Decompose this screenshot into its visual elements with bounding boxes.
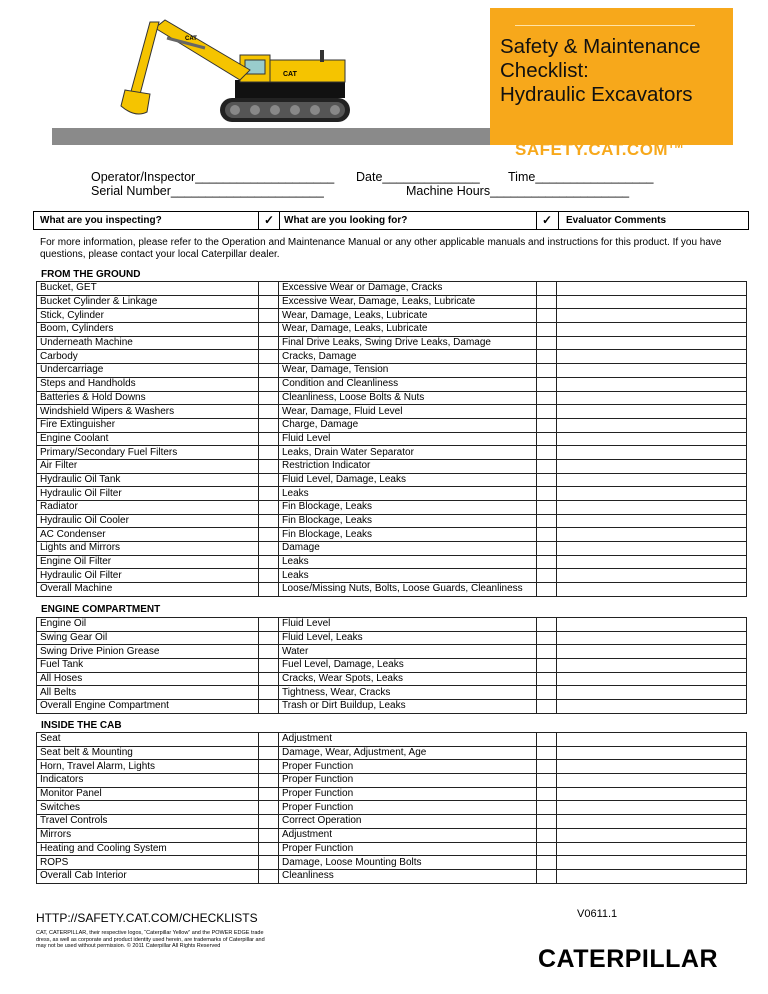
table-row — [37, 336, 747, 350]
comment-cell[interactable] — [557, 377, 747, 391]
look-for-item: Excessive Wear or Damage, Cracks — [279, 282, 537, 296]
check-box[interactable] — [537, 869, 557, 883]
table-row — [37, 432, 747, 446]
check-box[interactable] — [259, 501, 279, 515]
look-for-item: Fluid Level, Damage, Leaks — [279, 473, 537, 487]
check-box[interactable] — [259, 295, 279, 309]
inspect-item: Hydraulic Oil Cooler — [37, 514, 259, 528]
check-box[interactable] — [259, 405, 279, 419]
check-box[interactable] — [537, 569, 557, 583]
comment-cell[interactable] — [557, 569, 747, 583]
look-for-item: Fluid Level — [279, 618, 537, 632]
inspect-item: Engine Oil — [37, 618, 259, 632]
look-for-item: Fin Blockage, Leaks — [279, 528, 537, 542]
look-for-item: Damage — [279, 542, 537, 556]
look-for-item: Water — [279, 645, 537, 659]
comment-cell[interactable] — [557, 672, 747, 686]
table-row — [37, 418, 747, 432]
check-box[interactable] — [259, 815, 279, 829]
comment-cell[interactable] — [557, 295, 747, 309]
check-box[interactable] — [259, 514, 279, 528]
table-row — [37, 295, 747, 309]
look-for-item: Cleanliness, Loose Bolts & Nuts — [279, 391, 537, 405]
look-for-item: Leaks — [279, 487, 537, 501]
comment-cell[interactable] — [557, 555, 747, 569]
table-row — [37, 746, 747, 760]
inspect-item: Bucket Cylinder & Linkage — [37, 295, 259, 309]
check-box[interactable] — [259, 774, 279, 788]
check-box[interactable] — [259, 842, 279, 856]
check-box[interactable] — [259, 336, 279, 350]
inspect-item: Horn, Travel Alarm, Lights — [37, 760, 259, 774]
check-box[interactable] — [259, 733, 279, 747]
check-box[interactable] — [537, 733, 557, 747]
check-box[interactable] — [537, 446, 557, 460]
look-for-item: Fin Blockage, Leaks — [279, 501, 537, 515]
col-looking: What are you looking for? — [284, 215, 408, 226]
header-bar — [52, 128, 490, 145]
inspect-item: Fire Extinguisher — [37, 418, 259, 432]
date-field[interactable]: Date______________ — [356, 170, 480, 184]
comment-cell[interactable] — [557, 336, 747, 350]
table-row — [37, 815, 747, 829]
table-row — [37, 686, 747, 700]
check-box[interactable] — [537, 323, 557, 337]
comment-cell[interactable] — [557, 459, 747, 473]
comment-cell[interactable] — [557, 418, 747, 432]
comment-cell[interactable] — [557, 746, 747, 760]
comment-cell[interactable] — [557, 323, 747, 337]
table-row — [37, 555, 747, 569]
look-for-item: Fin Blockage, Leaks — [279, 514, 537, 528]
check-box[interactable] — [537, 686, 557, 700]
look-for-item: Fluid Level, Leaks — [279, 631, 537, 645]
check-box[interactable] — [537, 295, 557, 309]
check-box[interactable] — [537, 377, 557, 391]
table-row — [37, 801, 747, 815]
table-row — [37, 733, 747, 747]
check-box[interactable] — [259, 309, 279, 323]
table-row — [37, 391, 747, 405]
table-row — [37, 569, 747, 583]
table-row — [37, 309, 747, 323]
look-for-item: Adjustment — [279, 733, 537, 747]
serial-number-field[interactable]: Serial Number______________________ — [91, 184, 324, 198]
comment-cell[interactable] — [557, 659, 747, 673]
inspect-item: Seat belt & Mounting — [37, 746, 259, 760]
check-box[interactable] — [537, 856, 557, 870]
inspect-item: Travel Controls — [37, 815, 259, 829]
check-box[interactable] — [537, 514, 557, 528]
look-for-item: Wear, Damage, Tension — [279, 364, 537, 378]
comment-cell[interactable] — [557, 760, 747, 774]
table-row — [37, 501, 747, 515]
svg-text:CAT: CAT — [185, 36, 197, 42]
inspect-item: Carbody — [37, 350, 259, 364]
check-box[interactable] — [259, 569, 279, 583]
check-box[interactable] — [259, 618, 279, 632]
check-box[interactable] — [537, 787, 557, 801]
look-for-item: Trash or Dirt Buildup, Leaks — [279, 700, 537, 714]
look-for-item: Excessive Wear, Damage, Leaks, Lubricate — [279, 295, 537, 309]
inspect-item: Windshield Wipers & Washers — [37, 405, 259, 419]
check-box[interactable] — [537, 659, 557, 673]
table-row — [37, 350, 747, 364]
comment-cell[interactable] — [557, 815, 747, 829]
safety-logo-text: SAFETY.CAT.COM — [515, 140, 669, 159]
comment-cell[interactable] — [557, 774, 747, 788]
table-row — [37, 774, 747, 788]
check-box[interactable] — [537, 432, 557, 446]
comment-cell[interactable] — [557, 542, 747, 556]
comment-cell[interactable] — [557, 473, 747, 487]
inspect-item: Indicators — [37, 774, 259, 788]
check-box[interactable] — [537, 405, 557, 419]
look-for-item: Damage, Loose Mounting Bolts — [279, 856, 537, 870]
check-box[interactable] — [537, 473, 557, 487]
check-box[interactable] — [537, 501, 557, 515]
check-box[interactable] — [259, 432, 279, 446]
table-row — [37, 459, 747, 473]
table-row — [37, 405, 747, 419]
check-box[interactable] — [537, 336, 557, 350]
inspect-item: Switches — [37, 801, 259, 815]
time-field[interactable]: Time_________________ — [508, 170, 654, 184]
comment-cell[interactable] — [557, 528, 747, 542]
look-for-item: Leaks — [279, 555, 537, 569]
table-row — [37, 645, 747, 659]
look-for-item: Proper Function — [279, 787, 537, 801]
title-line-3: Hydraulic Excavators — [500, 83, 693, 106]
comment-cell[interactable] — [557, 686, 747, 700]
inspect-item: Undercarriage — [37, 364, 259, 378]
document-title — [500, 35, 701, 107]
table-row — [37, 760, 747, 774]
check-box[interactable] — [537, 350, 557, 364]
inspect-item: Underneath Machine — [37, 336, 259, 350]
svg-text:CAT: CAT — [283, 71, 297, 78]
check-box[interactable] — [537, 801, 557, 815]
check-box[interactable] — [537, 842, 557, 856]
table-row — [37, 583, 747, 597]
section-title-cab: INSIDE THE CAB — [41, 720, 122, 731]
check-box[interactable] — [259, 528, 279, 542]
comment-cell[interactable] — [557, 700, 747, 714]
check-box[interactable] — [259, 555, 279, 569]
inspect-item: Boom, Cylinders — [37, 323, 259, 337]
look-for-item: Wear, Damage, Leaks, Lubricate — [279, 309, 537, 323]
title-line-2: Checklist: — [500, 59, 589, 82]
inspect-item: Hydraulic Oil Tank — [37, 473, 259, 487]
look-for-item: Cracks, Wear Spots, Leaks — [279, 672, 537, 686]
column-header — [33, 211, 749, 230]
table-row — [37, 672, 747, 686]
check-box[interactable] — [537, 828, 557, 842]
operator-field[interactable]: Operator/Inspector____________________ — [91, 170, 335, 184]
check-box[interactable] — [259, 672, 279, 686]
check-box[interactable] — [259, 856, 279, 870]
table-row — [37, 528, 747, 542]
comment-cell[interactable] — [557, 432, 747, 446]
caterpillar-logo: CATERPILLAR — [538, 945, 719, 973]
check-box[interactable] — [537, 583, 557, 597]
inspect-item: Overall Machine — [37, 583, 259, 597]
title-panel — [490, 8, 733, 145]
check-box[interactable] — [259, 459, 279, 473]
check-box[interactable] — [537, 309, 557, 323]
comment-cell[interactable] — [557, 282, 747, 296]
comment-cell[interactable] — [557, 391, 747, 405]
check-box[interactable] — [259, 487, 279, 501]
comment-cell[interactable] — [557, 733, 747, 747]
comment-cell[interactable] — [557, 405, 747, 419]
look-for-item: Condition and Cleanliness — [279, 377, 537, 391]
col-check-2: ✓ — [542, 213, 553, 227]
inspect-item: AC Condenser — [37, 528, 259, 542]
comment-cell[interactable] — [557, 583, 747, 597]
check-box[interactable] — [259, 645, 279, 659]
check-box[interactable] — [259, 350, 279, 364]
look-for-item: Adjustment — [279, 828, 537, 842]
check-box[interactable] — [259, 760, 279, 774]
inspect-item: Engine Coolant — [37, 432, 259, 446]
table-row — [37, 514, 747, 528]
check-box[interactable] — [537, 542, 557, 556]
inspect-item: Batteries & Hold Downs — [37, 391, 259, 405]
inspect-item: Fuel Tank — [37, 659, 259, 673]
inspect-item: All Hoses — [37, 672, 259, 686]
check-box[interactable] — [259, 364, 279, 378]
check-box[interactable] — [259, 282, 279, 296]
look-for-item: Tightness, Wear, Cracks — [279, 686, 537, 700]
inspect-item: Monitor Panel — [37, 787, 259, 801]
check-box[interactable] — [259, 700, 279, 714]
look-for-item: Wear, Damage, Leaks, Lubricate — [279, 323, 537, 337]
intro-text: For more information, please refer to the Operation and Maintenance Manual or any other applicable manuals and instructions for this product. If you have questions, please contact your local Caterpillar dealer. — [40, 237, 722, 260]
comment-cell[interactable] — [557, 309, 747, 323]
table-row — [37, 282, 747, 296]
excavator-illustration — [55, 10, 355, 128]
check-box[interactable] — [537, 282, 557, 296]
section-title-ground: FROM THE GROUND — [41, 269, 141, 280]
look-for-item: Proper Function — [279, 801, 537, 815]
check-box[interactable] — [259, 473, 279, 487]
table-row — [37, 487, 747, 501]
look-for-item: Proper Function — [279, 842, 537, 856]
table-row — [37, 473, 747, 487]
comment-cell[interactable] — [557, 856, 747, 870]
look-for-item: Restriction Indicator — [279, 459, 537, 473]
table-row — [37, 377, 747, 391]
look-for-item: Final Drive Leaks, Swing Drive Leaks, Damage — [279, 336, 537, 350]
inspect-item: Air Filter — [37, 459, 259, 473]
check-box[interactable] — [537, 631, 557, 645]
safety-cat-logo — [515, 140, 684, 160]
check-box[interactable] — [537, 391, 557, 405]
safety-logo-tm: TM — [668, 140, 684, 151]
inspect-item: Swing Gear Oil — [37, 631, 259, 645]
check-box[interactable] — [259, 583, 279, 597]
table-row — [37, 856, 747, 870]
machine-hours-field[interactable]: Machine Hours____________________ — [406, 184, 630, 198]
comment-cell[interactable] — [557, 364, 747, 378]
table-row — [37, 542, 747, 556]
inspect-item: Primary/Secondary Fuel Filters — [37, 446, 259, 460]
table-row — [37, 323, 747, 337]
table-row — [37, 446, 747, 460]
check-box[interactable] — [537, 364, 557, 378]
table-row — [37, 700, 747, 714]
check-box[interactable] — [259, 787, 279, 801]
check-box[interactable] — [259, 659, 279, 673]
comment-cell[interactable] — [557, 487, 747, 501]
table-row — [37, 659, 747, 673]
comment-cell[interactable] — [557, 842, 747, 856]
check-box[interactable] — [259, 828, 279, 842]
check-box[interactable] — [259, 686, 279, 700]
comment-cell[interactable] — [557, 514, 747, 528]
check-box[interactable] — [259, 801, 279, 815]
comment-cell[interactable] — [557, 446, 747, 460]
look-for-item: Loose/Missing Nuts, Bolts, Loose Guards, Cleanliness — [279, 583, 537, 597]
inspect-item: Hydraulic Oil Filter — [37, 487, 259, 501]
look-for-item: Cracks, Damage — [279, 350, 537, 364]
comment-cell[interactable] — [557, 501, 747, 515]
table-from-the-ground — [36, 281, 747, 597]
check-box[interactable] — [537, 774, 557, 788]
col-check-1: ✓ — [264, 213, 275, 227]
comment-cell[interactable] — [557, 350, 747, 364]
check-box[interactable] — [537, 487, 557, 501]
look-for-item: Proper Function — [279, 774, 537, 788]
table-row — [37, 364, 747, 378]
check-box[interactable] — [537, 760, 557, 774]
comment-cell[interactable] — [557, 869, 747, 883]
table-row — [37, 631, 747, 645]
check-box[interactable] — [537, 418, 557, 432]
look-for-item: Leaks — [279, 569, 537, 583]
inspect-item: Bucket, GET — [37, 282, 259, 296]
check-box[interactable] — [259, 377, 279, 391]
inspect-item: Mirrors — [37, 828, 259, 842]
check-box[interactable] — [259, 391, 279, 405]
col-comments: Evaluator Comments — [566, 215, 667, 226]
table-inside-the-cab — [36, 732, 747, 884]
check-box[interactable] — [259, 418, 279, 432]
checklist-url[interactable]: HTTP://SAFETY.CAT.COM/CHECKLISTS — [36, 911, 258, 925]
check-box[interactable] — [259, 323, 279, 337]
check-box[interactable] — [259, 446, 279, 460]
inspect-item: Overall Engine Compartment — [37, 700, 259, 714]
comment-cell[interactable] — [557, 631, 747, 645]
inspect-item: Engine Oil Filter — [37, 555, 259, 569]
inspect-item: Seat — [37, 733, 259, 747]
check-box[interactable] — [537, 555, 557, 569]
comment-cell[interactable] — [557, 645, 747, 659]
check-box[interactable] — [537, 528, 557, 542]
legal-notice: CAT, CATERPILLAR, their respective logos, “Caterpillar Yellow” and the POWER EDGE trade dress, as well as corporate and product identity used herein, are trademarks of Caterpillar and may not be used without permission. © 2011 Caterpillar All Rights Reserved — [36, 930, 265, 949]
check-box[interactable] — [537, 645, 557, 659]
table-row — [37, 842, 747, 856]
title-line-1: Safety & Maintenance — [500, 35, 701, 58]
check-box[interactable] — [259, 542, 279, 556]
table-engine-compartment — [36, 617, 747, 714]
inspect-item: All Belts — [37, 686, 259, 700]
check-box[interactable] — [537, 746, 557, 760]
look-for-item: Cleanliness — [279, 869, 537, 883]
inspect-item: Heating and Cooling System — [37, 842, 259, 856]
inspect-item: Stick, Cylinder — [37, 309, 259, 323]
col-inspecting: What are you inspecting? — [40, 215, 162, 226]
title-rule — [515, 25, 695, 26]
inspect-item: Lights and Mirrors — [37, 542, 259, 556]
look-for-item: Fuel Level, Damage, Leaks — [279, 659, 537, 673]
look-for-item: Fluid Level — [279, 432, 537, 446]
inspect-item: Steps and Handholds — [37, 377, 259, 391]
check-box[interactable] — [537, 815, 557, 829]
table-row — [37, 869, 747, 883]
look-for-item: Correct Operation — [279, 815, 537, 829]
check-box[interactable] — [537, 672, 557, 686]
inspect-item: Overall Cab Interior — [37, 869, 259, 883]
comment-cell[interactable] — [557, 787, 747, 801]
table-row — [37, 618, 747, 632]
comment-cell[interactable] — [557, 828, 747, 842]
version-number: V0611.1 — [577, 908, 618, 920]
comment-cell[interactable] — [557, 618, 747, 632]
section-title-engine: ENGINE COMPARTMENT — [41, 604, 161, 615]
look-for-item: Damage, Wear, Adjustment, Age — [279, 746, 537, 760]
look-for-item: Proper Function — [279, 760, 537, 774]
check-box[interactable] — [537, 459, 557, 473]
look-for-item: Wear, Damage, Fluid Level — [279, 405, 537, 419]
check-box[interactable] — [259, 746, 279, 760]
inspect-item: Radiator — [37, 501, 259, 515]
check-box[interactable] — [537, 700, 557, 714]
look-for-item: Charge, Damage — [279, 418, 537, 432]
inspect-item: Swing Drive Pinion Grease — [37, 645, 259, 659]
comment-cell[interactable] — [557, 801, 747, 815]
check-box[interactable] — [259, 869, 279, 883]
check-box[interactable] — [259, 631, 279, 645]
table-row — [37, 828, 747, 842]
look-for-item: Leaks, Drain Water Separator — [279, 446, 537, 460]
check-box[interactable] — [537, 618, 557, 632]
inspect-item: Hydraulic Oil Filter — [37, 569, 259, 583]
table-row — [37, 787, 747, 801]
inspect-item: ROPS — [37, 856, 259, 870]
